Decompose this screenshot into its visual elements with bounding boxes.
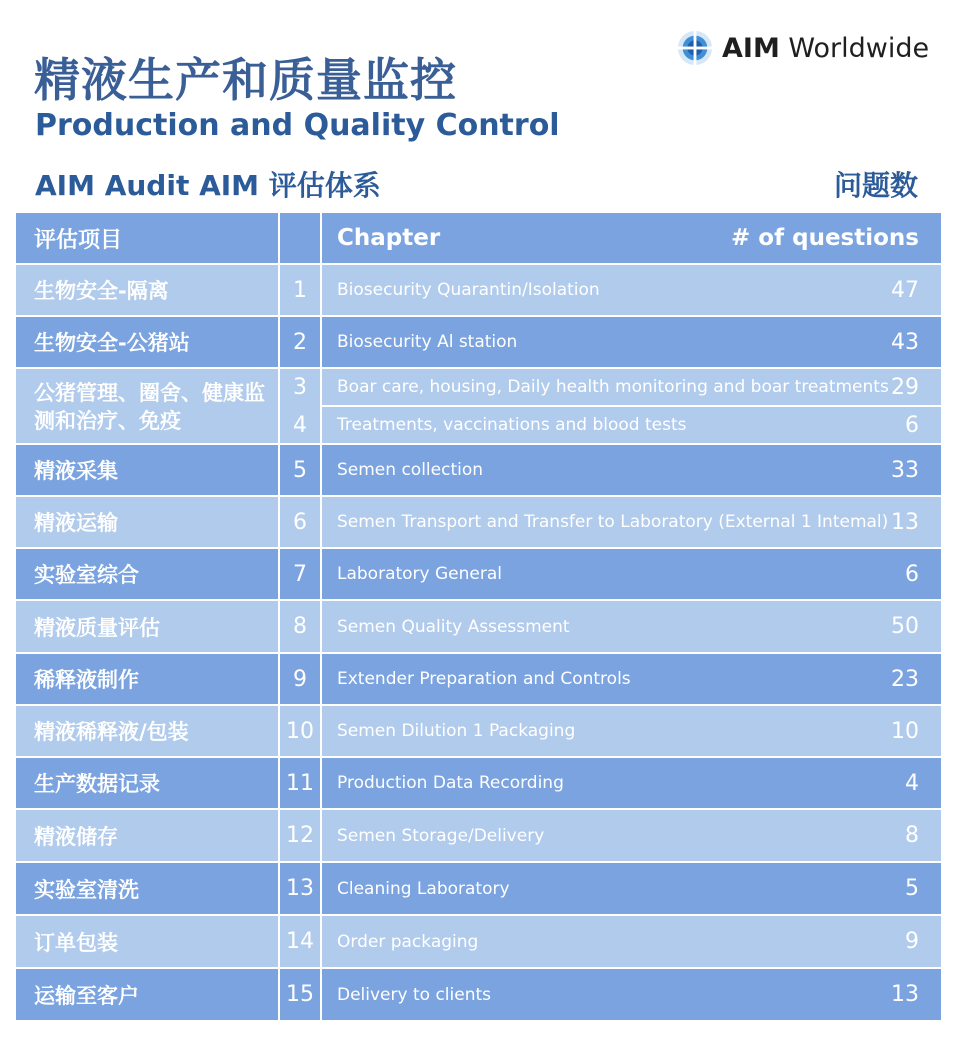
- row-category: 公猪管理、圈舍、健康监测和治疗、免疫: [34, 381, 265, 433]
- row-questions: 29: [891, 374, 919, 400]
- row-category: 精液运输: [34, 511, 118, 535]
- row-chapter: Treatments, vaccinations and blood tests: [337, 415, 687, 435]
- table-row: [16, 916, 941, 967]
- row-number: 10: [286, 718, 314, 744]
- row-chapter: Semen Quality Assessment: [337, 616, 570, 637]
- header-questions: # of questions: [731, 225, 919, 251]
- row-number: 2: [293, 329, 307, 355]
- table-row: [16, 265, 941, 315]
- row-number: 11: [286, 770, 314, 796]
- row-questions: 5: [905, 876, 919, 901]
- table-row: [16, 969, 941, 1020]
- row-category: 订单包装: [34, 930, 118, 955]
- row-number: 12: [286, 823, 314, 848]
- sub-row: [280, 407, 941, 443]
- row-chapter: Production Data Recording: [337, 773, 564, 793]
- row-number: 14: [286, 929, 314, 954]
- row-chapter: Semen Dilution 1 Packaging: [337, 721, 576, 741]
- row-questions: 33: [891, 457, 919, 483]
- row-questions: 50: [891, 614, 919, 639]
- row-category: 精液稀释液/包装: [34, 720, 189, 744]
- row-questions: 8: [905, 823, 919, 848]
- row-questions: 10: [891, 718, 919, 744]
- page-title-english: Production and Quality Control: [35, 108, 560, 143]
- table-row: [16, 654, 941, 704]
- question-count-label: 问题数: [833, 169, 918, 202]
- table-row: [16, 758, 941, 808]
- row-category: 生产数据记录: [34, 772, 160, 796]
- logo-text: AIM Worldwide: [722, 32, 930, 64]
- audit-system-label: AIM Audit AIM 评估体系: [35, 169, 381, 202]
- row-chapter: Biosecurity Al station: [337, 332, 518, 352]
- row-chapter: Order packaging: [337, 931, 479, 952]
- table-row: [16, 706, 941, 756]
- row-chapter: Cleaning Laboratory: [337, 878, 510, 899]
- page-title-chinese: 精液生产和质量监控: [34, 53, 457, 107]
- row-number: 4: [293, 412, 307, 438]
- row-category: 精液储存: [34, 824, 118, 849]
- table-row: [16, 863, 941, 914]
- table-row: [16, 317, 941, 367]
- row-category: 运输至客户: [34, 983, 139, 1008]
- header-category: 评估项目: [34, 227, 123, 253]
- row-chapter: Laboratory General: [337, 564, 503, 584]
- row-questions: 4: [905, 770, 919, 796]
- row-category: 精液采集: [34, 459, 118, 483]
- row-number: 9: [293, 666, 307, 692]
- row-chapter: Delivery to clients: [337, 984, 491, 1005]
- audit-table: [16, 213, 941, 1020]
- table-header: [16, 213, 941, 263]
- row-number: 3: [293, 374, 307, 400]
- row-chapter: Semen Transport and Transfer to Laboratory (External 1 Intemal): [337, 512, 889, 532]
- row-category: 精液质量评估: [34, 615, 160, 640]
- row-category: 稀释液制作: [34, 668, 139, 692]
- row-questions: 13: [891, 982, 919, 1007]
- table-row: [16, 549, 941, 599]
- header-chapter: Chapter: [337, 225, 441, 251]
- row-chapter: Boar care, housing, Daily health monitoring and boar treatments: [337, 377, 889, 397]
- aim-worldwide-logo: [676, 28, 929, 68]
- row-chapter: Extender Preparation and Controls: [337, 669, 631, 689]
- row-category: 实验室综合: [34, 563, 139, 587]
- row-number: 6: [293, 509, 307, 535]
- row-questions: 9: [905, 929, 919, 954]
- row-number: 7: [293, 561, 307, 587]
- row-questions: 6: [905, 412, 919, 438]
- row-questions: 47: [891, 277, 919, 303]
- table-row: [16, 810, 941, 861]
- row-category: 生物安全-隔离: [34, 279, 169, 303]
- table-row-merged: [16, 369, 941, 443]
- row-category: 实验室清洗: [34, 877, 139, 902]
- table-row: [16, 497, 941, 547]
- row-questions: 23: [891, 666, 919, 692]
- row-number: 13: [286, 876, 314, 901]
- table-row: [16, 601, 941, 652]
- row-number: 8: [293, 614, 307, 639]
- row-number: 1: [293, 277, 307, 303]
- row-number: 5: [293, 457, 307, 483]
- table-row: [16, 445, 941, 495]
- globe-icon: [676, 29, 714, 67]
- row-chapter: Semen Storage/Delivery: [337, 825, 545, 846]
- row-number: 15: [286, 982, 314, 1007]
- row-questions: 13: [891, 509, 919, 535]
- row-chapter: Semen collection: [337, 460, 484, 480]
- row-questions: 6: [905, 561, 919, 587]
- row-questions: 43: [891, 329, 919, 355]
- row-chapter: Biosecurity Quarantin/Isolation: [337, 280, 600, 300]
- row-category: 生物安全-公猪站: [34, 331, 190, 355]
- sub-row: [280, 369, 941, 405]
